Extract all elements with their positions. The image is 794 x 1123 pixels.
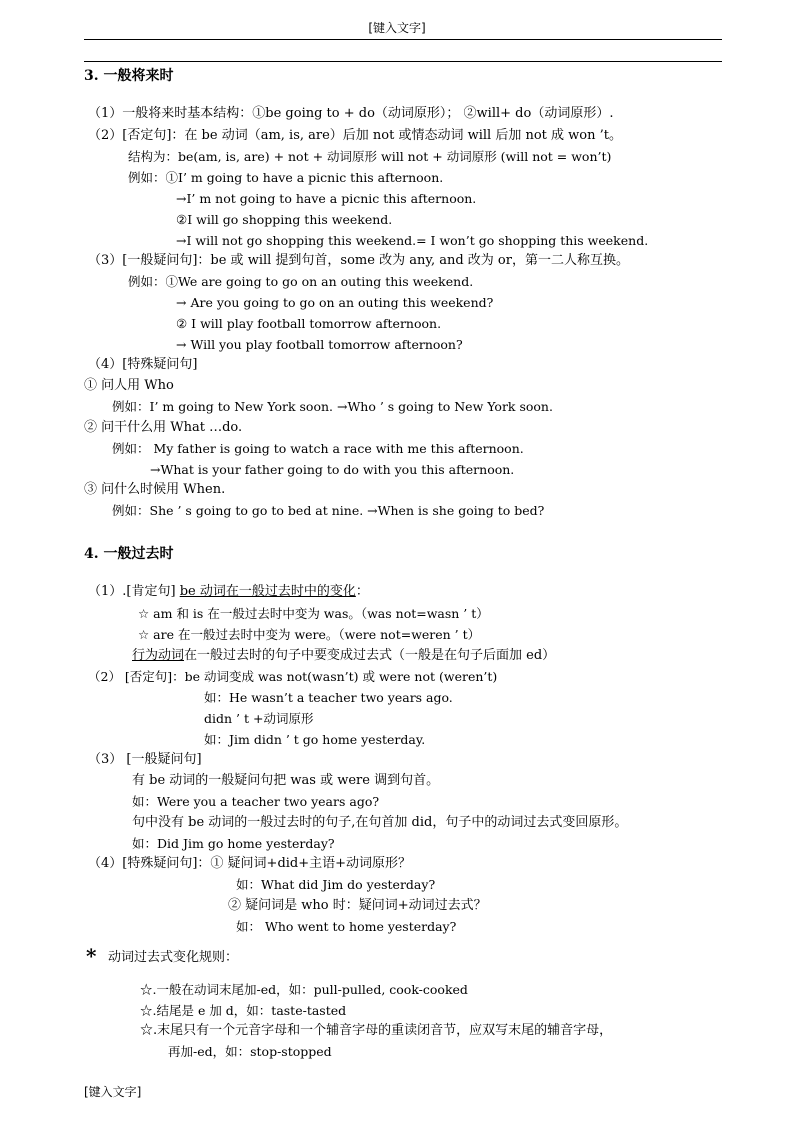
s4-action-verb-underlined: 行为动词 — [132, 648, 185, 663]
s4-negative: （2） [否定句]：be 动词变成 was not(wasn’t) 或 were not (weren’t) — [88, 669, 498, 684]
s3-line-structure: （1）一般将来时基本结构：①be going to + do（动词原形）； ②will+ do（动词原形）. — [88, 106, 614, 121]
s4-wh-example-1: 如：What did Jim do yesterday? — [236, 877, 436, 892]
s3-wh-when-example: 例如：She ’ s going to go to bed at nine. →When is she going to bed? — [112, 503, 545, 518]
s3-example-2-neg: →I will not go shopping this weekend.= I won’t go shopping this weekend. — [176, 233, 649, 248]
s3-example-2: ②I will go shopping this weekend. — [176, 212, 393, 227]
rule-item-3: ☆.末尾只有一个元音字母和一个辅音字母的重读闭音节，应双写末尾的辅音字母， — [140, 1023, 613, 1038]
page-header: [键入文字] — [368, 21, 426, 35]
section-4-title: 4. 一般过去时 — [84, 546, 174, 562]
s3-q-example-2: ② I will play football tomorrow afternoon. — [176, 316, 442, 331]
s3-line-question: （3）[一般疑问句]：be 或 will 提到句首，some 改为 any, and 改为 or，第一二人称互换。 — [88, 253, 629, 268]
s3-wh-what-example: 例如： My father is going to watch a race with me this afternoon. — [112, 441, 524, 456]
s4-question-example-2: 如：Did Jim go home yesterday? — [132, 836, 335, 851]
s4-affirmative-suffix: ： — [355, 584, 369, 599]
rule-item-1: ☆.一般在动词末尾加-ed，如：pull-pulled, cook-cooked — [140, 982, 468, 997]
s3-q-example-1: 例如：①We are going to go on an outing this weekend. — [128, 274, 474, 289]
s4-action-verb-rest: 在一般过去时的句子中要变成过去式（一般是在句子后面加 ed） — [184, 648, 556, 663]
s3-line-wh-question: （4）[特殊疑问句] — [88, 357, 198, 372]
s3-wh-when: ③ 问什么时候用 When. — [84, 482, 226, 497]
s4-am-is-rule: ☆ am 和 is 在一般过去时中变为 was。（was not=wasn ’ t） — [138, 606, 489, 621]
s4-affirmative-prefix: （1）.[肯定句] — [88, 584, 180, 599]
s3-line-negative: （2）[否定句]：在 be 动词（am, is, are）后加 not 或情态动词 will 后加 not 成 won ’t。 — [88, 128, 622, 143]
s4-question-be-rule: 有 be 动词的一般疑问句把 was 或 were 调到句首。 — [132, 773, 440, 788]
s4-wh-who-rule: ② 疑问词是 who 时：疑问词+动词过去式？ — [228, 898, 487, 913]
s3-q-example-1-q: → Are you going to go on an outing this weekend? — [176, 295, 494, 310]
rules-star-marker: * — [86, 944, 97, 968]
rules-title: 动词过去式变化规则： — [108, 950, 239, 965]
s4-question: （3） [一般疑问句] — [88, 752, 202, 767]
section-3-title: 3. 一般将来时 — [84, 68, 174, 84]
s4-are-rule: ☆ are 在一般过去时中变为 were。（were not=weren ’ t） — [138, 627, 481, 642]
s4-negative-example-1: 如：He wasn’t a teacher two years ago. — [204, 690, 453, 705]
s4-question-did-rule: 句中没有 be 动词的一般过去时的句子,在句首加 did，句子中的动词过去式变回原形。 — [132, 815, 628, 830]
s3-wh-what-question: →What is your father going to do with you this afternoon. — [150, 462, 515, 477]
s4-question-example-1: 如：Were you a teacher two years ago? — [132, 794, 380, 809]
s4-wh-question: （4）[特殊疑问句]：① 疑问词+did+主语+动词原形？ — [88, 856, 412, 871]
s3-wh-who: ① 问人用 Who — [84, 378, 174, 393]
s4-negative-example-2: 如：Jim didn ’ t go home yesterday. — [204, 732, 426, 747]
s3-example-1: 例如：①I’ m going to have a picnic this afternoon. — [128, 170, 444, 185]
page-footer: [键入文字] — [84, 1085, 142, 1099]
s4-affirmative-underlined: be 动词在一般过去时中的变化 — [179, 584, 356, 599]
header-rule-top — [84, 39, 722, 40]
rule-item-2: ☆.结尾是 e 加 d，如：taste-tasted — [140, 1003, 347, 1018]
s3-wh-who-example: 例如：I’ m going to New York soon. →Who ’ s going to New York soon. — [112, 399, 553, 414]
s4-wh-example-2: 如： Who went to home yesterday? — [236, 919, 457, 934]
rule-item-3-cont: 再加-ed，如：stop-stopped — [168, 1044, 332, 1059]
s4-affirmative — [88, 584, 369, 600]
s3-q-example-2-q: → Will you play football tomorrow afternoon? — [176, 337, 463, 352]
header-rule-bottom — [84, 61, 722, 62]
s4-didnt-rule: didn ’ t +动词原形 — [204, 711, 314, 726]
s3-line-neg-structure: 结构为：be(am, is, are) + not + 动词原形 will not + 动词原形 (will not = won’t) — [128, 149, 612, 164]
s3-example-1-neg: →I’ m not going to have a picnic this afternoon. — [176, 191, 477, 206]
s4-action-verb-rule — [132, 648, 555, 664]
s3-wh-what: ② 问干什么用 What …do. — [84, 420, 243, 435]
